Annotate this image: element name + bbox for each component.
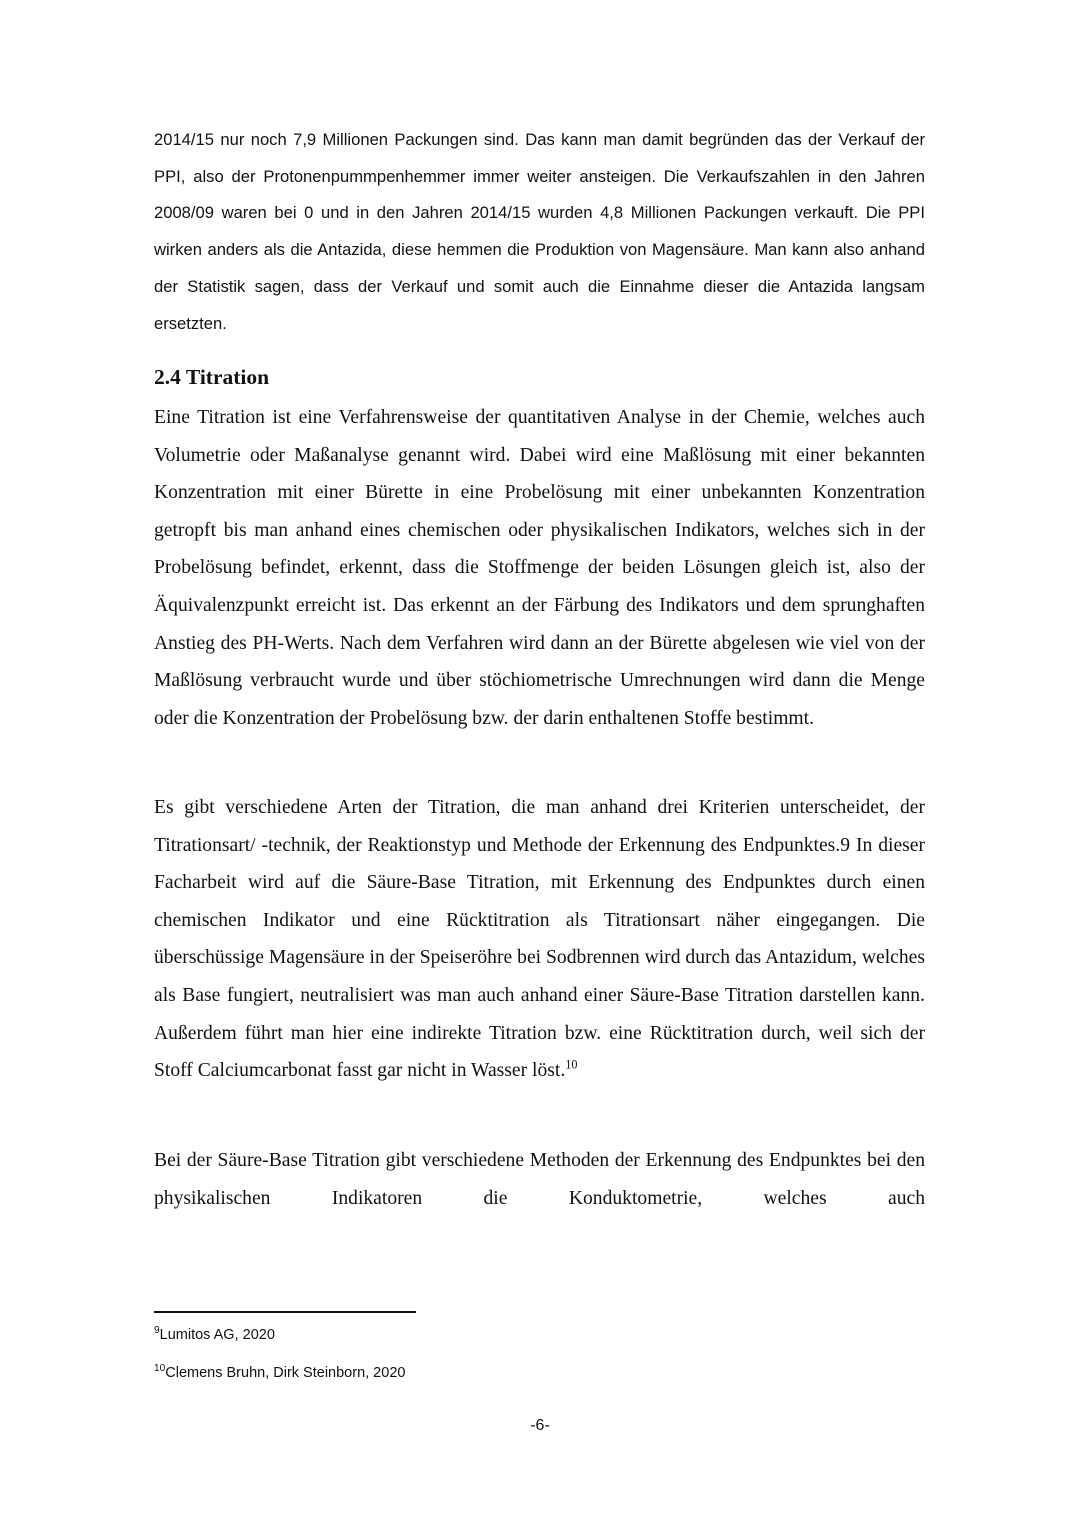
section-heading: 2.4 Titration [154,365,270,389]
titration-paragraph-1: Eine Titration ist eine Verfahrensweise der quantitativen Analyse in der Chemie, welches auch Volumetrie oder Maßanalyse genannt wird. Dabei wird eine Maßlösung mit einer bekannten Konzentration mit einer Bürette in eine Probelösung mit einer unbekannten Konzentration getropft bis man anhand eines chemischen oder physikalischen Indikators, welches sich in der Probelösung befindet, erkennt, dass die Stoffmenge der beiden Lösungen gleich ist, also der Äquivalenzpunkt erreicht ist. Das erkennt an der Färbung des Indikators und dem sprunghaften Anstieg des PH-Werts. Nach dem Verfahren wird dann an der Bürette abgelesen wie viel von der Maßlösung verbraucht wurde und über stöchiometrische Umrechnungen wird dann die Menge oder die Konzentration der Probelösung bzw. der darin enthaltenen Stoffe bestimmt. [154,407,925,729]
footnote-marker: 10 [154,1363,166,1375]
footnote-divider [154,1311,416,1313]
footnote-marker: 9 [154,1325,160,1337]
titration-paragraph-2 [154,789,925,1090]
footnote-ref-10: 10 [565,1057,578,1072]
footnote-9 [154,1325,754,1345]
page-number: -6- [530,1417,550,1434]
footnote-text: Clemens Bruhn, Dirk Steinborn, 2020 [165,1365,406,1381]
footnote-text: Lumitos AG, 2020 [159,1327,275,1343]
paragraph-2-text: Es gibt verschiedene Arten der Titration, die man anhand drei Kriterien unterscheidet, der Titrationsart/ -technik, der Reaktionstyp und Methode der Erkennung des Endpunktes.9 In dieser Facharbeit wird auf die Säure-Base Titration, mit Erkennung des Endpunktes durch einen chemischen Indikator und eine Rücktitration als Titrationsart näher eingegangen. Die überschüssige Magensäure in der Speiseröhre bei Sodbrennen wird durch das Antazidum, welches als Base fungiert, neutralisiert was man auch anhand einer Säure-Base Titration darstellen kann. Außerdem führt man hier eine indirekte Titration bzw. eine Rücktitration durch, weil sich der Stoff Calciumcarbonat fasst gar nicht in Wasser löst. [154,797,925,1082]
titration-paragraph-3: Bei der Säure-Base Titration gibt verschiedene Methoden der Erkennung des Endpunktes bei den physikalischen Indikatoren die Konduktometrie, welches auch [154,1150,925,1209]
footnote-10 [154,1363,754,1383]
intro-paragraph: 2014/15 nur noch 7,9 Millionen Packungen sind. Das kann man damit begründen das der Verkauf der PPI, also der Protonenpummpenhemmer immer weiter ansteigen. Die Verkaufszahlen in den Jahren 2008/09 waren bei 0 und in den Jahren 2014/15 wurden 4,8 Millionen Packungen verkauft. Die PPI wirken anders als die Antazida, diese hemmen die Produktion von Magensäure. Man kann also anhand der Statistik sagen, dass der Verkauf und somit auch die Einnahme dieser die Antazida langsam ersetzten. [154,130,925,333]
